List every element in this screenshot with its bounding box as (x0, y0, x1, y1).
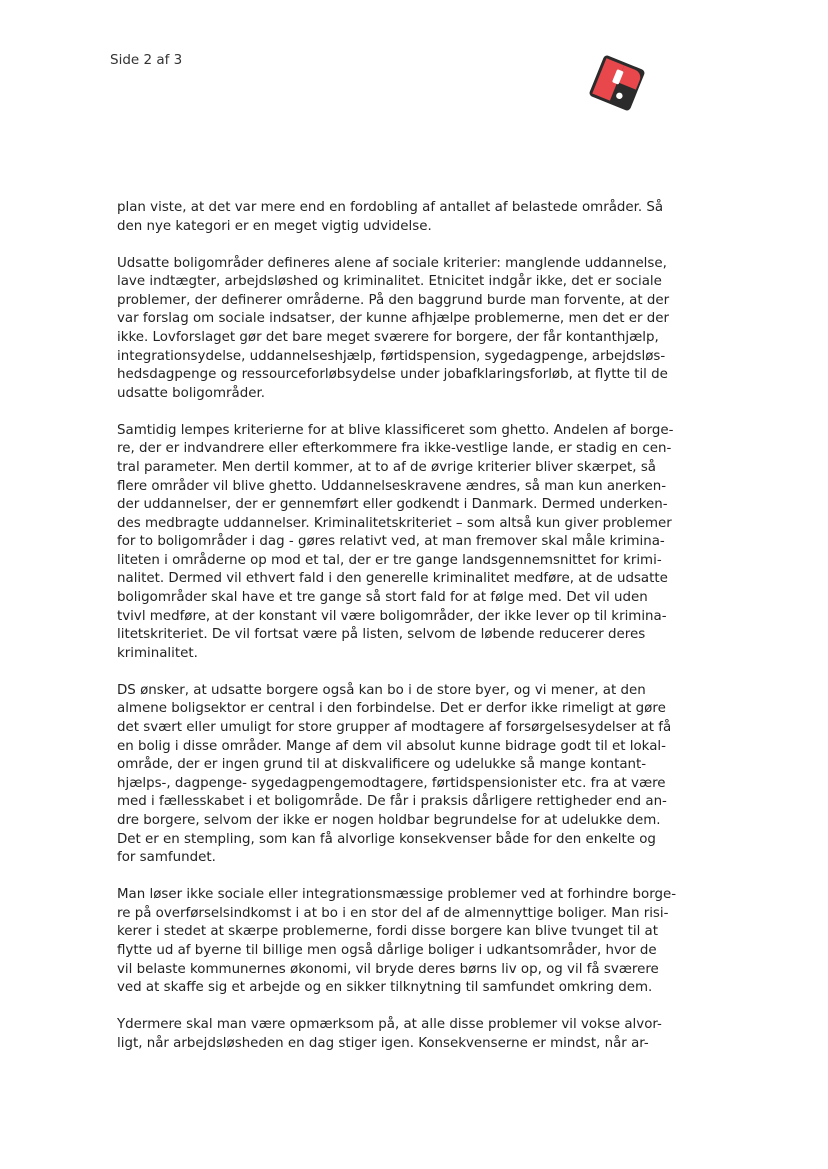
text-line: plan viste, at det var mere end en fordobling af antallet af belastede områder. Så (117, 200, 664, 215)
paragraph-4 (117, 682, 685, 868)
text-line: flytte ud af byerne til billige men også dårlige boliger i udkantsområder, hvor de (117, 942, 657, 958)
text-line: Det er en stempling, som kan få alvorlige konsekvenser både for den enkelte og (117, 831, 656, 847)
page-indicator: Side 2 af 3 (110, 52, 183, 68)
text-line: det svært eller umuligt for store grupper af modtagere af forsørgelsesydelser at få (117, 720, 672, 736)
paragraph-2 (117, 255, 685, 404)
text-line: tral parameter. Men dertil kommer, at to af de øvrige kriterier bliver skærpet, så (117, 459, 657, 475)
text-line: ved at skaffe sig et arbejde og en sikker tilknytning til samfundet omkring dem. (117, 980, 653, 996)
text-line: ikke. Lovforslaget gør det bare meget sværere for borgere, der får kontanthjælp, (117, 329, 659, 345)
text-line: hjælps-, dagpenge- sygedagpengemodtagere, førtidspensionister etc. fra at være (117, 775, 666, 791)
text-line: DS ønsker, at udsatte borgere også kan bo i de store byer, og vi mener, at den (117, 682, 646, 698)
text-line: re, der er indvandrere eller efterkommere fra ikke-vestlige lande, er stadig en cen- (117, 441, 672, 457)
text-line: tvivl medføre, at der konstant vil være boligområder, der ikke lever op til krimina- (117, 608, 667, 624)
text-line: for to boligområder i dag - gøres relativt ved, at man fremover skal måle krimina- (117, 534, 665, 550)
text-line: problemer, der definerer områderne. På den baggrund burde man forvente, at der (117, 292, 670, 308)
text-line: med i fællesskabet i et boligområde. De får i praksis dårligere rettigheder end an- (117, 794, 667, 810)
text-line: ligt, når arbejdsløsheden en dag stiger igen. Konsekvenserne er mindst, når ar- (117, 1035, 649, 1051)
text-line: for samfundet. (117, 850, 216, 866)
text-line: var forslag om sociale indsatser, der kunne afhjælpe problemerne, men det er der (117, 311, 669, 327)
text-line: integrationsydelse, uddannelseshjælp, førtidspension, sygedagpenge, arbejdsløs- (117, 348, 666, 364)
text-line: vil belaste kommunernes økonomi, vil bryde deres børns liv op, og vil få sværere (117, 961, 659, 977)
ds-logo-icon (586, 52, 648, 114)
document-body (117, 199, 685, 1072)
text-line: re på overførselsindkomst i at bo i en stor del af de almennyttige boliger. Man risi- (117, 905, 669, 921)
text-line: boligområder skal have et tre gange så stort fald for at følge med. Det vil uden (117, 590, 648, 606)
text-line: område, der er ingen grund til at diskvalificere og udelukke så mange kontant- (117, 757, 647, 773)
text-line: almene boligsektor er central i den forbindelse. Det er derfor ikke rimeligt at gøre (117, 701, 666, 717)
paragraph-6 (117, 1016, 685, 1053)
text-line: Ydermere skal man være opmærksom på, at alle disse problemer vil vokse alvor- (117, 1017, 662, 1033)
text-line: der uddannelser, der er gennemført eller godkendt i Danmark. Dermed underken- (117, 497, 668, 513)
paragraph-3 (117, 422, 685, 664)
text-line: Man løser ikke sociale eller integrationsmæssige problemer ved at forhindre borge- (117, 887, 677, 903)
text-line: liteten i områderne op mod et tal, der er tre gange landsgennemsnittet for krimi- (117, 552, 662, 568)
paragraph-5 (117, 886, 685, 998)
text-line: kerer i stedet at skærpe problemerne, fordi disse borgere kan blive tvunget til at (117, 924, 659, 940)
text-line: den nye kategori er en meget vigtig udvidelse. (117, 218, 432, 234)
paragraph-1 (117, 199, 685, 236)
text-line: Udsatte boligområder defineres alene af sociale kriterier: manglende uddannelse, (117, 255, 667, 271)
text-line: dre borgere, selvom der ikke er nogen holdbar begrundelse for at udelukke dem. (117, 812, 661, 828)
text-line: des medbragte uddannelser. Kriminalitetskriteriet – som altså kun giver problemer (117, 515, 672, 531)
text-line: flere områder vil blive ghetto. Uddannelseskravene ændres, så man kun anerken- (117, 478, 667, 494)
text-line: hedsdagpenge og ressourceforløbsydelse under jobafklaringsforløb, at flytte til de (117, 367, 668, 383)
text-line: Samtidig lempes kriterierne for at blive klassificeret som ghetto. Andelen af borge- (117, 422, 674, 438)
text-line: lave indtægter, arbejdsløshed og kriminalitet. Etnicitet indgår ikke, det er sociale (117, 274, 662, 290)
text-line: kriminalitet. (117, 645, 198, 661)
text-line: litetskriteriet. De vil fortsat være på listen, selvom de løbende reducerer deres (117, 627, 646, 643)
text-line: en bolig i disse områder. Mange af dem vil absolut kunne bidrage godt til et lokal- (117, 738, 666, 754)
text-line: nalitet. Dermed vil ethvert fald i den generelle kriminalitet medføre, at de udsatte (117, 571, 668, 587)
text-line: udsatte boligområder. (117, 385, 266, 401)
